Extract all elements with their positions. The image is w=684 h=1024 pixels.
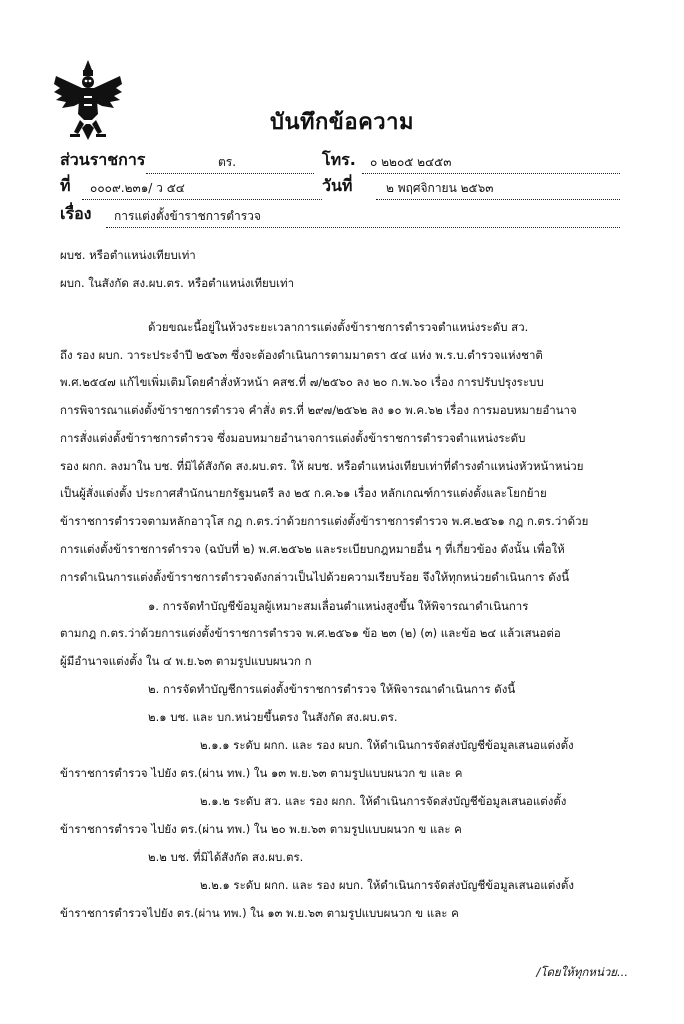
recipient-line: ผบก. ในสังกัด สง.ผบ.ตร. หรือตำแหน่งเทียบเท่า [60, 276, 295, 290]
body-line: ถึง รอง ผบก. วาระประจำปี ๒๕๖๓ ซึ่งจะต้องดำเนินการตามมาตรา ๕๔ แห่ง พ.ร.บ.ตำรวจแห่งชาติ [60, 348, 543, 362]
subject-value: การแต่งตั้งข้าราชการตำรวจ [114, 209, 261, 223]
body-line: ข้าราชการตำรวจ ไปยัง ตร.(ผ่าน ทพ.) ใน ๒๐ พ.ย.๖๓ ตามรูปแบบผนวก ข และ ค [60, 822, 462, 836]
body-line: ข้าราชการตำรวจ ไปยัง ตร.(ผ่าน ทพ.) ใน ๑๓ พ.ย.๖๓ ตามรูปแบบผนวก ข และ ค [60, 766, 463, 780]
body-line: ตามกฎ ก.ตร.ว่าด้วยการแต่งตั้งข้าราชการตำรวจ พ.ศ.๒๕๖๑ ข้อ ๒๓ (๒) (๓) และข้อ ๒๔ แล้วเสนอต่อ [60, 626, 561, 640]
body-line: ข้าราชการตำรวจตามหลักอาวุโส กฎ ก.ตร.ว่าด้วยการแต่งตั้งข้าราชการตำรวจ พ.ศ.๒๕๖๑ กฎ ก.ตร.ว่าด้วย [60, 514, 589, 528]
body-line: ผู้มีอำนาจแต่งตั้ง ใน ๔ พ.ย.๖๓ ตามรูปแบบผนวก ก [60, 654, 312, 668]
date-value: ๒ พฤศจิกายน ๒๕๖๓ [386, 181, 494, 195]
body-line: ๒.๑.๑ ระดับ ผกก. และ รอง ผบก. ให้ดำเนินการจัดส่งบัญชีข้อมูลเสนอแต่งตั้ง [200, 738, 574, 752]
dotted-line [362, 173, 620, 174]
subject-label: เรื่อง [60, 204, 92, 223]
agency-value: ตร. [218, 155, 237, 169]
body-line: การดำเนินการแต่งตั้งข้าราชการตำรวจดังกล่าวเป็นไปด้วยความเรียบร้อย จึงให้ทุกหน่วยดำเนินการ ดังนี้ [60, 570, 570, 584]
date-label: วันที่ [322, 176, 353, 195]
body-line: ๒.๑ บช. และ บก.หน่วยขึ้นตรง ในสังกัด สง.ผบ.ตร. [148, 710, 398, 724]
dotted-line [146, 173, 314, 174]
body-line: ๒.๒ บช. ที่มิได้สังกัด สง.ผบ.ตร. [148, 850, 304, 864]
dotted-line [82, 199, 322, 200]
reference-label: ที่ [60, 176, 71, 195]
agency-label: ส่วนราชการ [60, 150, 146, 169]
header-row-subject [60, 204, 620, 230]
recipient-line: ผบช. หรือตำแหน่งเทียบเท่า [60, 248, 196, 262]
document-title: บันทึกข้อความ [269, 110, 414, 135]
continuation-note: /โดยให้ทุกหน่วย... [536, 965, 628, 979]
body-line: ๒. การจัดทำบัญชีการแต่งตั้งข้าราชการตำรวจ ให้พิจารณาดำเนินการ ดังนี้ [148, 682, 516, 696]
body-line: ๑. การจัดทำบัญชีข้อมูลผู้เหมาะสมเลื่อนตำแหน่งสูงขึ้น ให้พิจารณาดำเนินการ [148, 599, 529, 613]
header-row-agency [60, 150, 620, 176]
header-row-reference [60, 176, 620, 202]
reference-value: ๐๐๐๙.๒๓๑/ ว ๕๔ [90, 181, 185, 195]
body-line: การสั่งแต่งตั้งข้าราชการตำรวจ ซึ่งมอบหมายอำนาจการแต่งตั้งข้าราชการตำรวจตำแหน่งระดับ [60, 431, 526, 445]
body-line: ด้วยขณะนี้อยู่ในห้วงระยะเวลาการแต่งตั้งข้าราชการตำรวจตำแหน่งระดับ สว. [148, 320, 529, 334]
body-line: รอง ผกก. ลงมาใน บช. ที่มิได้สังกัด สง.ผบ.ตร. ให้ ผบช. หรือตำแหน่งเทียบเท่าที่ดำรงตำแหน่งหัวหน้าหน่วย [60, 459, 584, 473]
body-line: ๒.๒.๑ ระดับ ผกก. และ รอง ผบก. ให้ดำเนินการจัดส่งบัญชีข้อมูลเสนอแต่งตั้ง [200, 878, 574, 892]
phone-value: ๐ ๒๒๐๕ ๒๔๕๓ [370, 155, 452, 169]
body-line: ข้าราชการตำรวจไปยัง ตร.(ผ่าน ทพ.) ใน ๑๓ พ.ย.๖๓ ตามรูปแบบผนวก ข และ ค [60, 906, 459, 920]
body-line: พ.ศ.๒๕๔๗ แก้ไขเพิ่มเติมโดยคำสั่งหัวหน้า คสช.ที่ ๗/๒๕๖๐ ลง ๒๐ ก.พ.๖๐ เรื่อง การปรับปรุงระบบ [60, 375, 544, 389]
body-line: การแต่งตั้งข้าราชการตำรวจ (ฉบับที่ ๒) พ.ศ.๒๕๖๒ และระเบียบกฎหมายอื่น ๆ ที่เกี่ยวข้อง ดังนั้น เพื่อให้ [60, 542, 565, 556]
body-line: ๒.๑.๒ ระดับ สว. และ รอง ผกก. ให้ดำเนินการจัดส่งบัญชีข้อมูลเสนอแต่งตั้ง [200, 794, 567, 808]
dotted-line [106, 227, 620, 228]
body-line: เป็นผู้สั่งแต่งตั้ง ประกาศสำนักนายกรัฐมนตรี ลง ๒๕ ก.ค.๖๑ เรื่อง หลักเกณฑ์การแต่งตั้งและโยกย้าย [60, 486, 547, 500]
phone-label: โทร. [322, 150, 356, 169]
dotted-line [376, 199, 620, 200]
body-line: การพิจารณาแต่งตั้งข้าราชการตำรวจ คำสั่ง ตร.ที่ ๒๙๗/๒๕๖๒ ลง ๑๐ พ.ค.๖๒ เรื่อง การมอบหมายอำนาจ [60, 403, 577, 417]
